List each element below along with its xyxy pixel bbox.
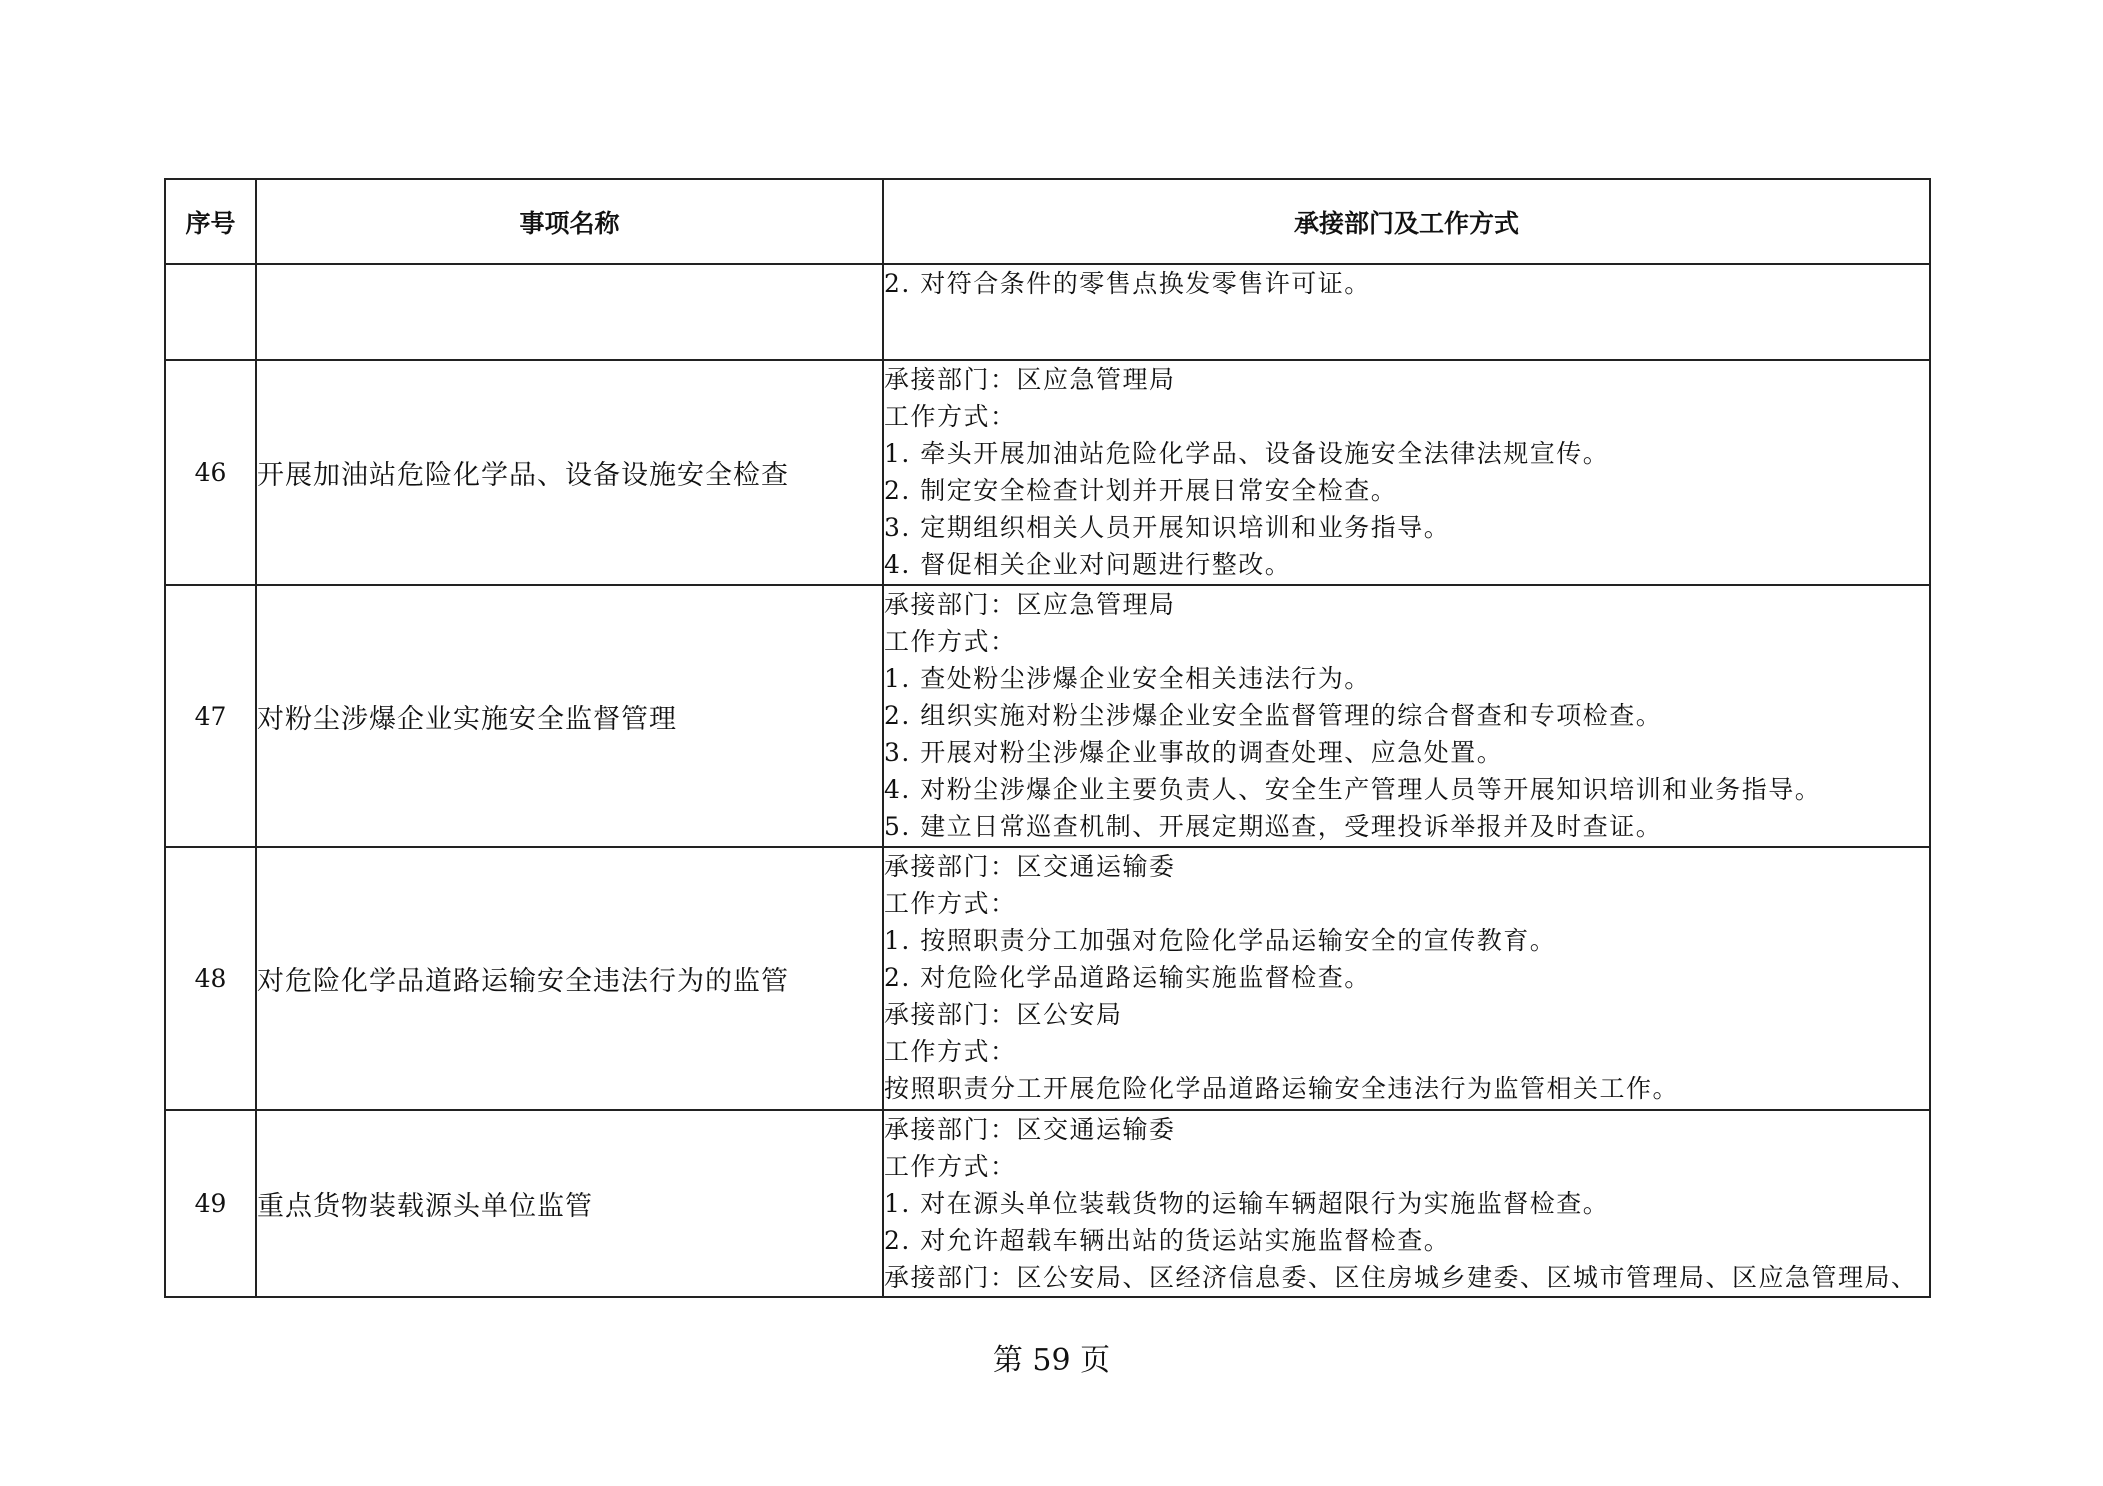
- work-line: 3. 定期组织相关人员开展知识培训和业务指导。: [884, 513, 1451, 542]
- row-work-details: [883, 585, 1930, 847]
- header-serial: 序号: [165, 179, 256, 264]
- row-item-name: 重点货物装载源头单位监管: [256, 1110, 883, 1297]
- row-number: 46: [165, 360, 256, 585]
- row-work-details: [883, 360, 1930, 585]
- work-line: 2. 对允许超载车辆出站的货运站实施监督检查。: [884, 1226, 1451, 1255]
- work-line: 4. 督促相关企业对问题进行整改。: [884, 550, 1292, 579]
- header-item-name: 事项名称: [256, 179, 883, 264]
- work-line: 工作方式：: [884, 889, 1017, 918]
- row-number: 48: [165, 847, 256, 1110]
- table-row: [165, 585, 1930, 847]
- work-line: 工作方式：: [884, 402, 1017, 431]
- row-work-details: [883, 847, 1930, 1110]
- work-line: 5. 建立日常巡查机制、开展定期巡查，受理投诉举报并及时查证。: [884, 812, 1663, 841]
- header-row: [165, 179, 1930, 264]
- work-line: 1. 查处粉尘涉爆企业安全相关违法行为。: [884, 664, 1371, 693]
- work-line: 4. 对粉尘涉爆企业主要负责人、安全生产管理人员等开展知识培训和业务指导。: [884, 775, 1822, 804]
- row-number: 49: [165, 1110, 256, 1297]
- row-item-name: [256, 264, 883, 360]
- work-line: 承接部门：区交通运输委: [884, 1115, 1176, 1144]
- work-line: 承接部门：区应急管理局: [884, 365, 1176, 394]
- table-row: [165, 360, 1930, 585]
- work-line: 1. 按照职责分工加强对危险化学品运输安全的宣传教育。: [884, 926, 1557, 955]
- work-line: 工作方式：: [884, 1037, 1017, 1066]
- work-line: 2. 对危险化学品道路运输实施监督检查。: [884, 963, 1371, 992]
- work-line: 1. 牵头开展加油站危险化学品、设备设施安全法律法规宣传。: [884, 439, 1610, 468]
- table-row: [165, 847, 1930, 1110]
- work-line: 3. 开展对粉尘涉爆企业事故的调查处理、应急处置。: [884, 738, 1504, 767]
- row-number: 47: [165, 585, 256, 847]
- row-item-name: 对粉尘涉爆企业实施安全监督管理: [256, 585, 883, 847]
- work-line: 2. 组织实施对粉尘涉爆企业安全监督管理的综合督查和专项检查。: [884, 701, 1663, 730]
- header-dept-method: 承接部门及工作方式: [883, 179, 1930, 264]
- work-line: 2. 制定安全检查计划并开展日常安全检查。: [884, 476, 1398, 505]
- work-line: 承接部门：区公安局: [884, 1000, 1123, 1029]
- work-line: 2. 对符合条件的零售点换发零售许可证。: [884, 269, 1371, 298]
- items-table: [164, 178, 1931, 1298]
- work-line: 1. 对在源头单位装载货物的运输车辆超限行为实施监督检查。: [884, 1189, 1610, 1218]
- work-line: 按照职责分工开展危险化学品道路运输安全违法行为监管相关工作。: [884, 1074, 1680, 1103]
- work-line: 承接部门：区公安局、区经济信息委、区住房城乡建委、区城市管理局、区应急管理局、: [884, 1263, 1918, 1292]
- row-number: [165, 264, 256, 360]
- table-row: [165, 1110, 1930, 1297]
- row-work-details: [883, 264, 1930, 360]
- work-line: 工作方式：: [884, 1152, 1017, 1181]
- row-work-details: [883, 1110, 1930, 1297]
- work-line: 工作方式：: [884, 627, 1017, 656]
- table-row: [165, 264, 1930, 360]
- work-line: 承接部门：区应急管理局: [884, 590, 1176, 619]
- row-item-name: 对危险化学品道路运输安全违法行为的监管: [256, 847, 883, 1110]
- page-number: 第 59 页: [992, 1343, 1111, 1378]
- work-line: 承接部门：区交通运输委: [884, 852, 1176, 881]
- row-item-name: 开展加油站危险化学品、设备设施安全检查: [256, 360, 883, 585]
